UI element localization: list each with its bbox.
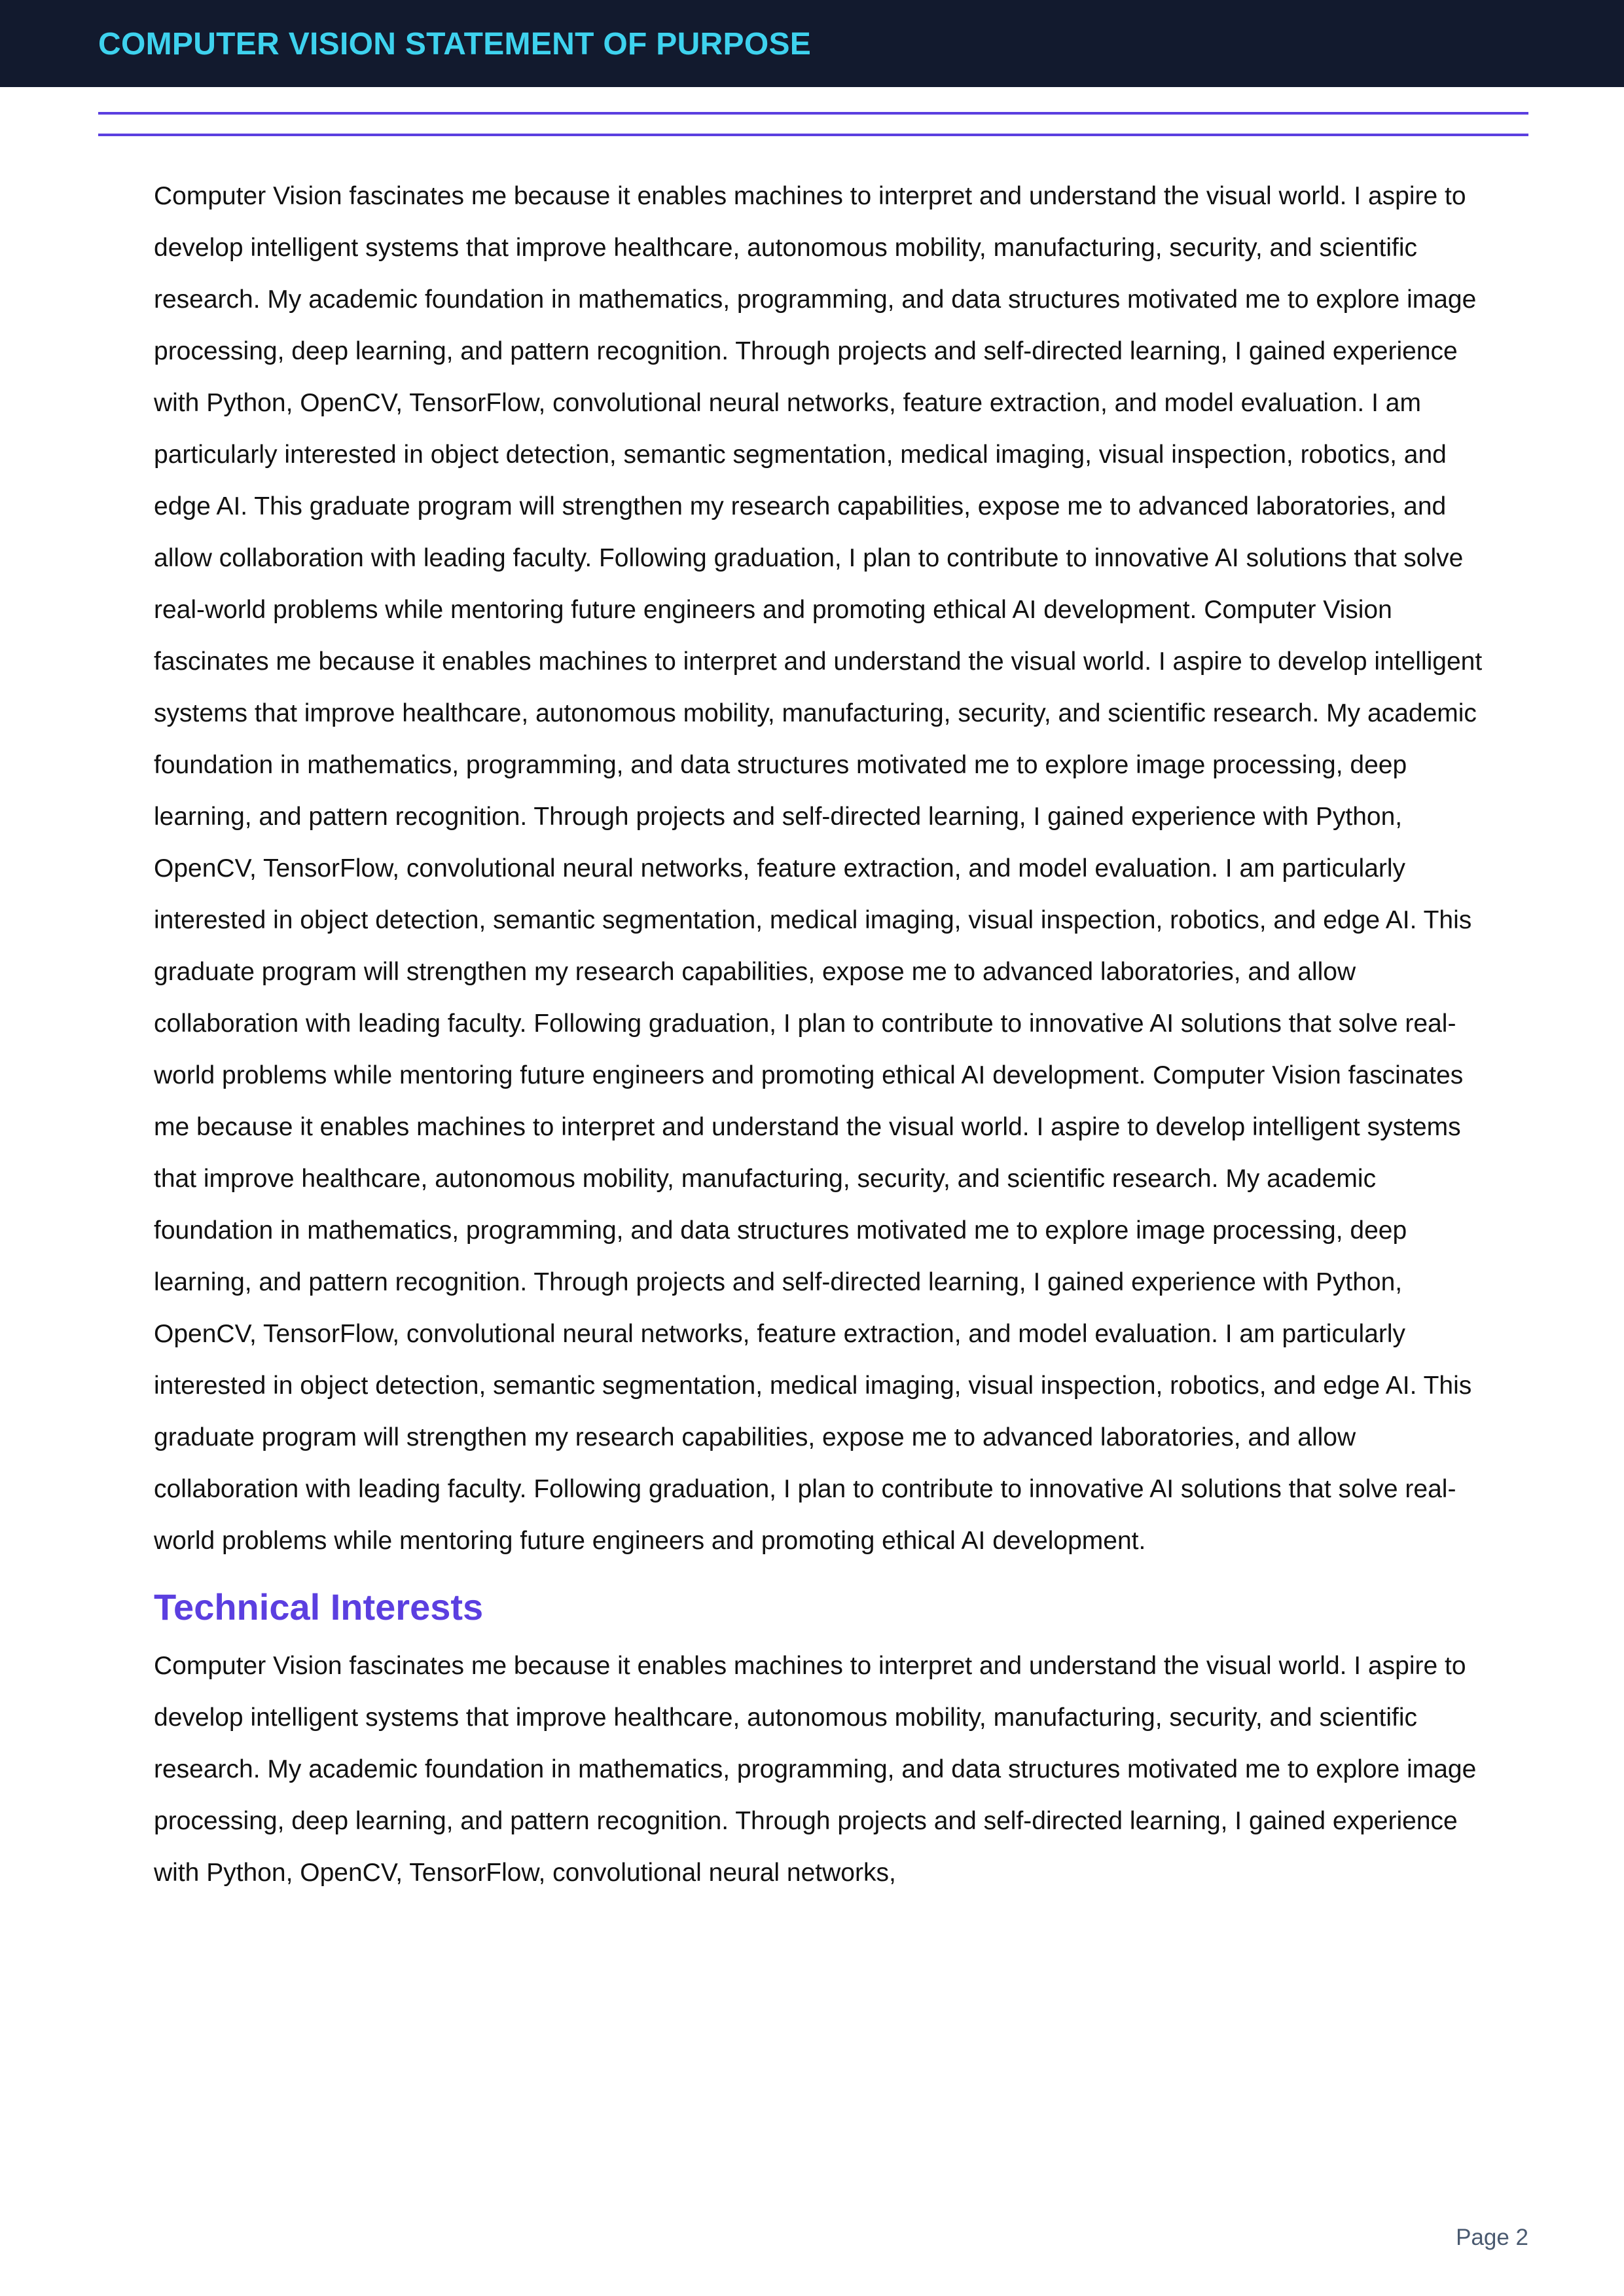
header-divider-bottom (98, 134, 1528, 136)
document-title: COMPUTER VISION STATEMENT OF PURPOSE (98, 27, 812, 62)
document-body (154, 170, 1483, 1899)
body-paragraph: Computer Vision fascinates me because it enables machines to interpret and understand the visual world. I aspire to develop intelligent systems that improve healthcare, autonomous mobility, manufacturing, security, and scientific research. My academic foundation in mathematics, programming, and data structures motivated me to explore image processing, deep learning, and pattern recognition. Through projects and self-directed learning, I gained experience with Python, OpenCV, TensorFlow, convolutional neural networks, feature extraction, and model evaluation. I am particularly interested in object detection, semantic segmentation, medical imaging, visual inspection, robotics, and edge AI. This graduate program will strengthen my research capabilities, expose me to advanced laboratories, and allow collaboration with leading faculty. Following graduation, I plan to contribute to innovative AI solutions that solve real-world problems while mentoring future engineers and promoting ethical AI development. Computer Vision fascinates me because it enables machines to interpret and understand the visual world. I aspire to develop intelligent systems that improve healthcare, autonomous mobility, manufacturing, security, and scientific research. My academic foundation in mathematics, programming, and data structures motivated me to explore image processing, deep learning, and pattern recognition. Through projects and self-directed learning, I gained experience with Python, OpenCV, TensorFlow, convolutional neural networks, feature extraction, and model evaluation. I am particularly interested in object detection, semantic segmentation, medical imaging, visual inspection, robotics, and edge AI. This graduate program will strengthen my research capabilities, expose me to advanced laboratories, and allow collaboration with leading faculty. Following graduation, I plan to contribute to innovative AI solutions that solve real-world problems while mentoring future engineers and promoting ethical AI development. Computer Vision fascinates me because it enables machines to interpret and understand the visual world. I aspire to develop intelligent systems that improve healthcare, autonomous mobility, manufacturing, security, and scientific research. My academic foundation in mathematics, programming, and data structures motivated me to explore image processing, deep learning, and pattern recognition. Through projects and self-directed learning, I gained experience with Python, OpenCV, TensorFlow, convolutional neural networks, feature extraction, and model evaluation. I am particularly interested in object detection, semantic segmentation, medical imaging, visual inspection, robotics, and edge AI. This graduate program will strengthen my research capabilities, expose me to advanced laboratories, and allow collaboration with leading faculty. Following graduation, I plan to contribute to innovative AI solutions that solve real-world problems while mentoring future engineers and promoting ethical AI development. (154, 182, 1483, 1555)
header-divider-top (98, 112, 1528, 115)
section-heading-technical-interests: Technical Interests (154, 1586, 484, 1628)
technical-interests-paragraph: Computer Vision fascinates me because it enables machines to interpret and understand the visual world. I aspire to develop intelligent systems that improve healthcare, autonomous mobility, manufacturing, security, and scientific research. My academic foundation in mathematics, programming, and data structures motivated me to explore image processing, deep learning, and pattern recognition. Through projects and self-directed learning, I gained experience with Python, OpenCV, TensorFlow, convolutional neural networks, (154, 1652, 1477, 1887)
page-number: Page 2 (1456, 2225, 1528, 2250)
page-header (0, 0, 1624, 87)
